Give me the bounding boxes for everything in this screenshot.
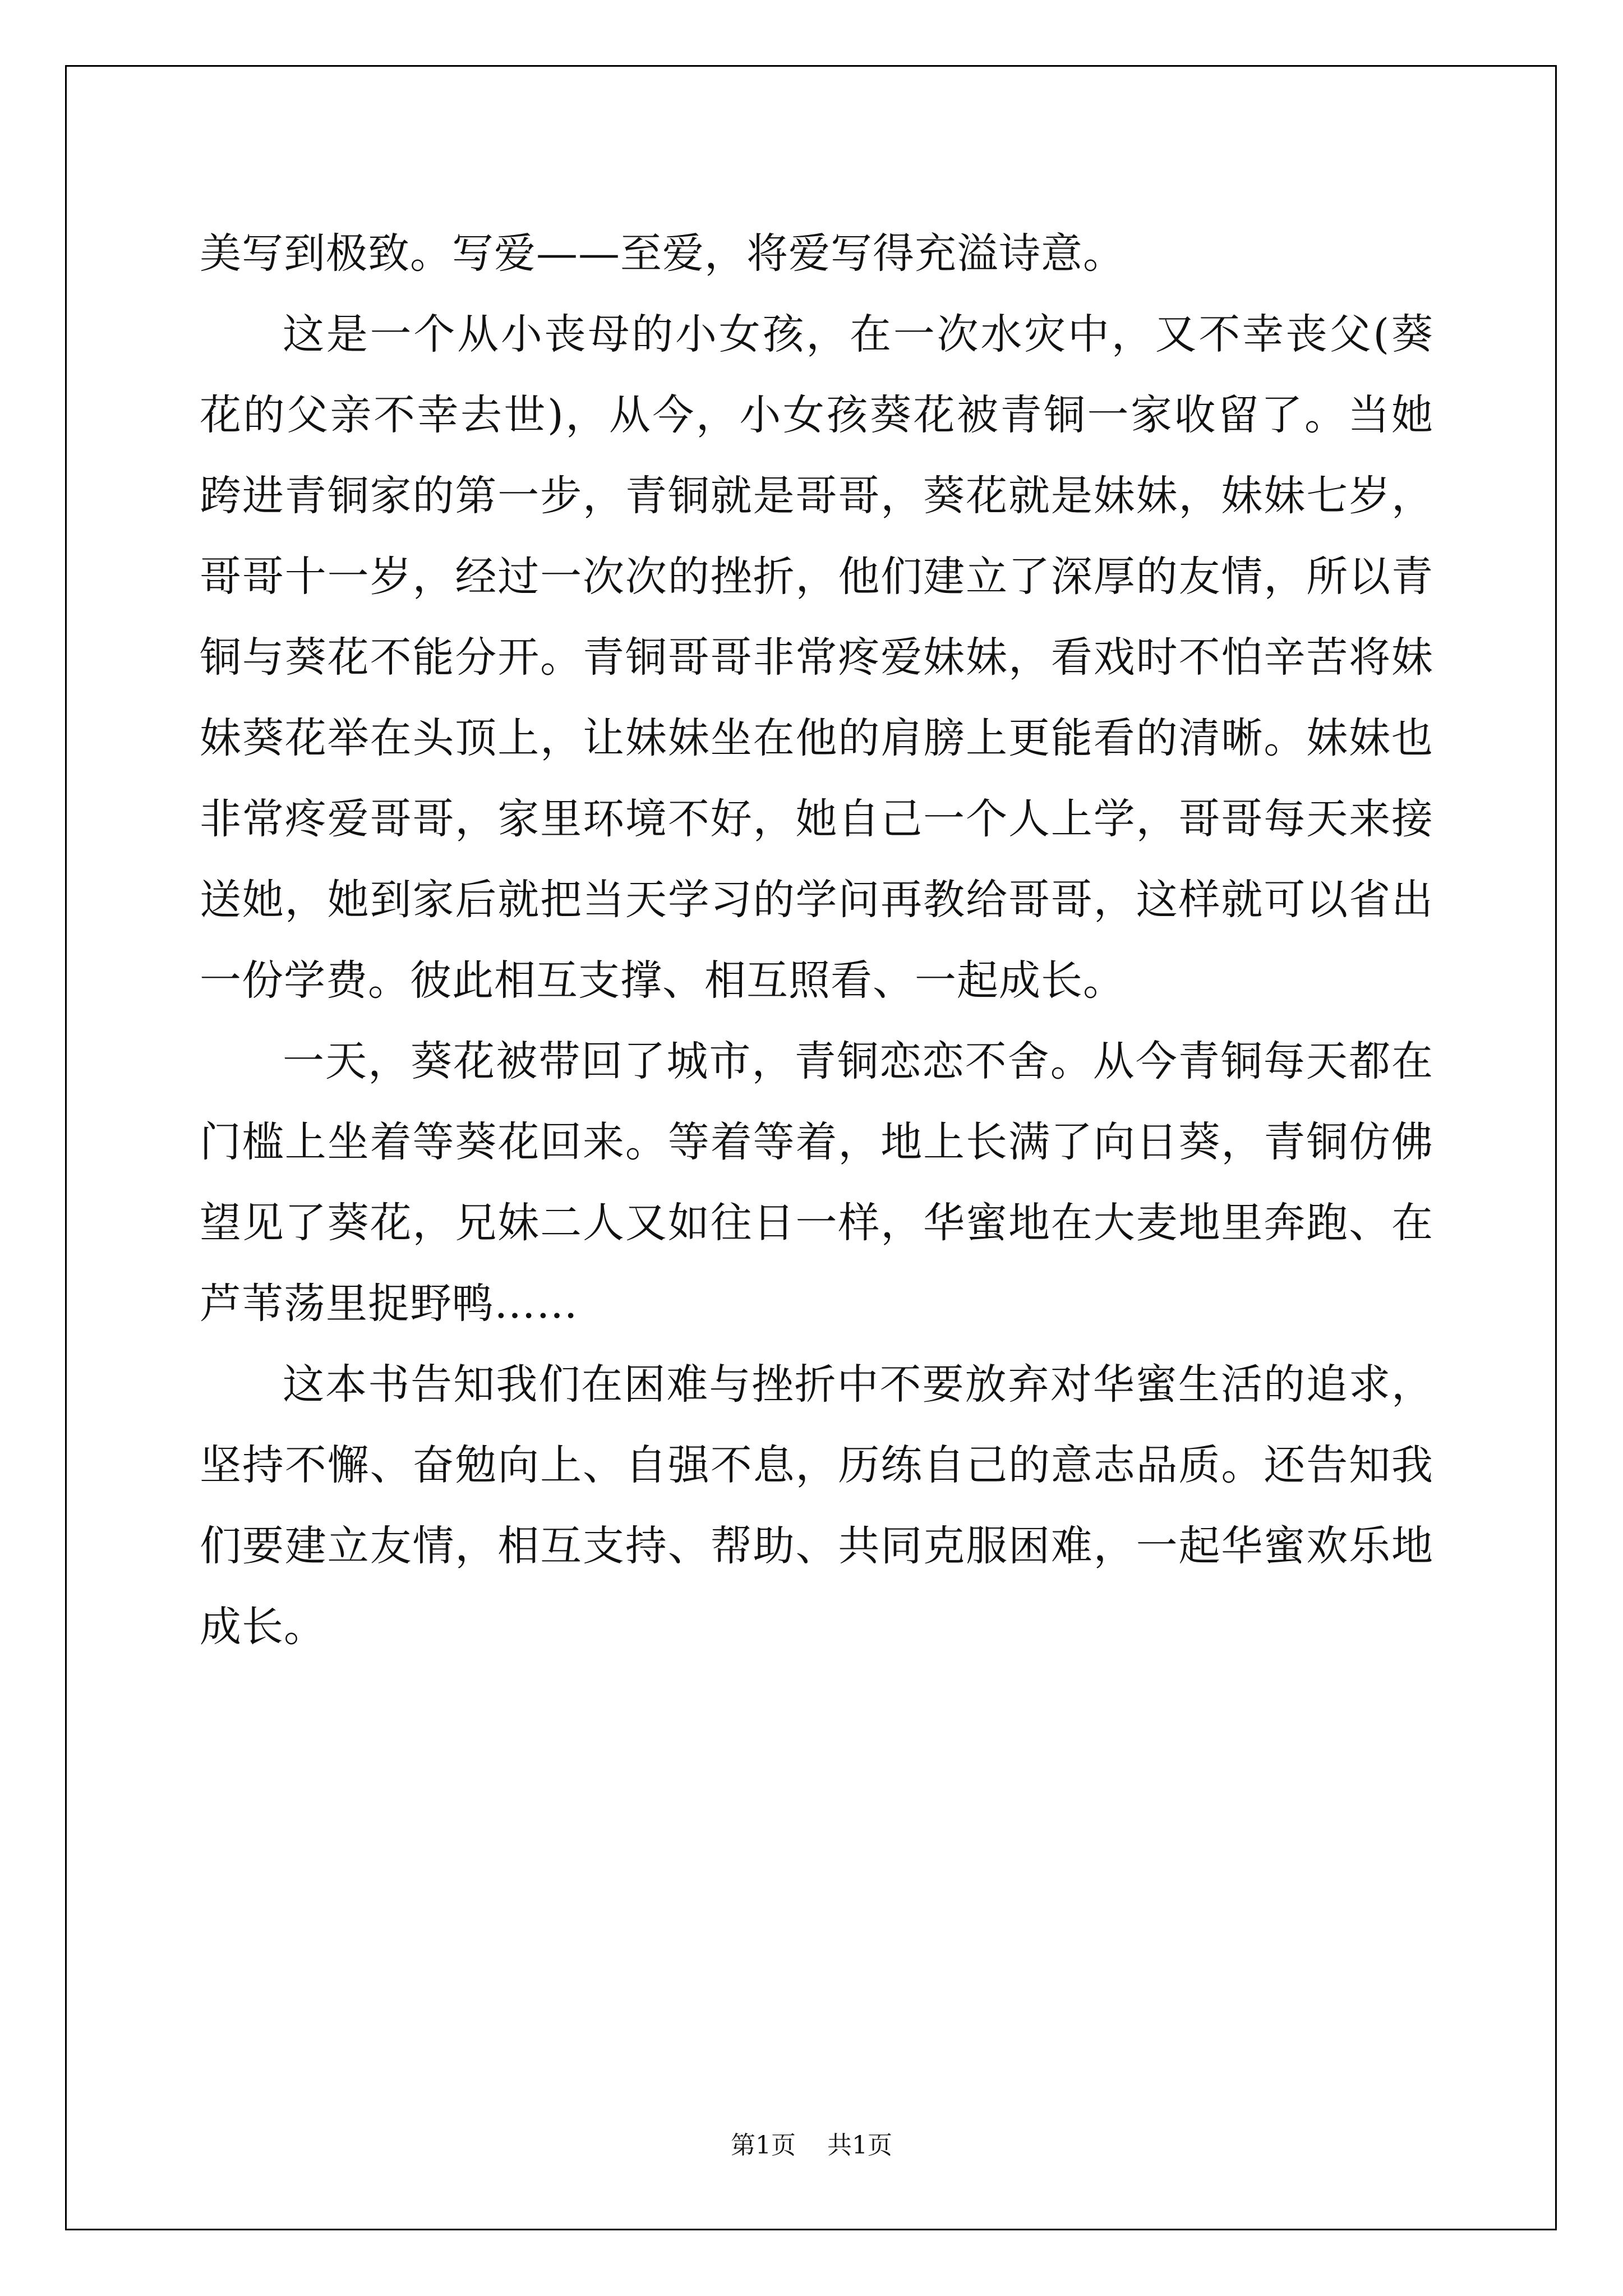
page-footer <box>0 2125 1623 2161</box>
paragraph-1: 美写到极致。写爱——至爱，将爱写得充溢诗意。 <box>200 229 1125 278</box>
paragraph-3: 一天，葵花被带回了城市，青铜恋恋不舍。从今青铜每天都在门槛上坐着等葵花回来。等着等着，地上长满了向日葵，青铜仿佛望见了葵花，兄妹二人又如往日一样，华蜜地在大麦地里奔跑、在芦苇荡里捉野鸭…… <box>200 1037 1433 1328</box>
page-number: 第1页 <box>731 2131 796 2160</box>
document-body <box>200 213 1433 1667</box>
page-total: 共1页 <box>827 2131 892 2160</box>
paragraph-2: 这是一个从小丧母的小女孩，在一次水灾中，又不幸丧父(葵花的父亲不幸去世)，从今，小女孩葵花被青铜一家收留了。当她跨进青铜家的第一步，青铜就是哥哥，葵花就是妹妹，妹妹七岁，哥哥十一岁，经过一次次的挫折，他们建立了深厚的友情，所以青铜与葵花不能分开。青铜哥哥非常疼爱妹妹，看戏时不怕辛苦将妹妹葵花举在头顶上，让妹妹坐在他的肩膀上更能看的清晰。妹妹也非常疼爱哥哥，家里环境不好，她自己一个人上学，哥哥每天来接送她，她到家后就把当天学习的学问再教给哥哥，这样就可以省出一份学费。彼此相互支撑、相互照看、一起成长。 <box>200 310 1433 1005</box>
paragraph-4: 这本书告知我们在困难与挫折中不要放弃对华蜜生活的追求，坚持不懈、奋勉向上、自强不息，历练自己的意志品质。还告知我们要建立友情，相互支持、帮助、共同克服困难，一起华蜜欢乐地成长。 <box>200 1360 1433 1651</box>
